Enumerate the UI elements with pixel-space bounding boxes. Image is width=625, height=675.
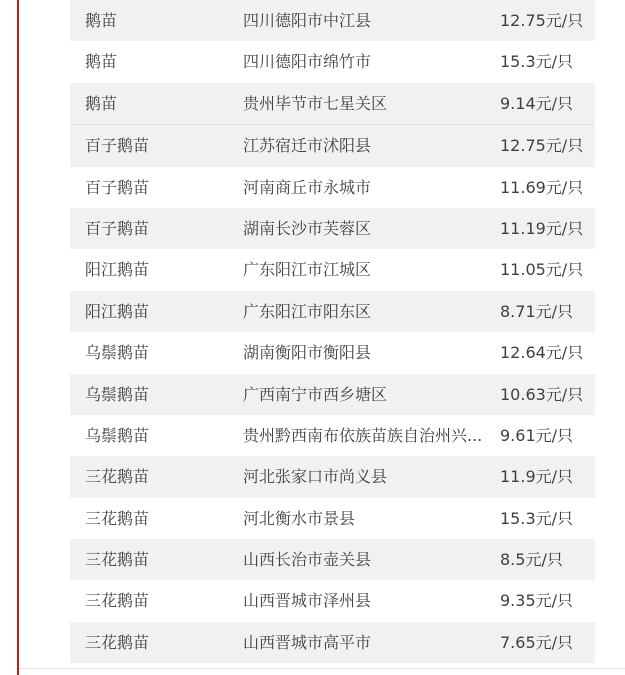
price-table-row — [70, 83, 595, 124]
price-cell: 9.14元/只 — [500, 93, 574, 113]
breed-cell: 百子鹅苗 — [85, 136, 150, 156]
price-cell: 12.75元/只 — [500, 11, 584, 30]
region-cell: 山西晋城市高平市 — [243, 632, 372, 652]
breed-cell: 阳江鹅苗 — [85, 260, 150, 280]
breed-cell: 三花鹅苗 — [85, 467, 150, 487]
price-table-row — [70, 167, 595, 208]
region-cell: 湖南长沙市芙蓉区 — [243, 218, 372, 238]
breed-cell: 鹅苗 — [85, 52, 118, 72]
region-cell: 四川德阳市中江县 — [243, 11, 372, 30]
price-table-row — [70, 332, 595, 373]
price-cell: 15.3元/只 — [500, 52, 574, 72]
price-table-row — [70, 374, 595, 415]
goose-price-table — [70, 0, 595, 663]
region-cell: 河北张家口市尚义县 — [243, 467, 388, 487]
breed-cell: 乌鬃鹅苗 — [85, 343, 150, 363]
breed-cell: 三花鹅苗 — [85, 508, 150, 528]
region-cell: 河南商丘市永城市 — [243, 177, 372, 197]
price-cell: 9.61元/只 — [500, 425, 574, 445]
price-cell: 12.75元/只 — [500, 136, 584, 156]
price-cell: 7.65元/只 — [500, 632, 574, 652]
region-cell: 广东阳江市阳东区 — [243, 301, 372, 321]
price-table-row — [70, 41, 595, 82]
price-table-section — [70, 0, 595, 125]
region-cell: 广西南宁市西乡塘区 — [243, 384, 388, 404]
region-cell: 山西长治市壶关县 — [243, 550, 372, 570]
breed-cell: 三花鹅苗 — [85, 632, 150, 652]
price-cell: 8.71元/只 — [500, 301, 574, 321]
price-table-row — [70, 456, 595, 497]
breed-cell: 鹅苗 — [85, 11, 118, 30]
price-table-section — [70, 125, 595, 663]
price-table-row — [70, 498, 595, 539]
price-table-row — [70, 0, 595, 41]
breed-cell: 乌鬃鹅苗 — [85, 384, 150, 404]
price-table-row — [70, 622, 595, 663]
region-cell: 贵州毕节市七星关区 — [243, 93, 388, 113]
price-table-row — [70, 580, 595, 621]
price-cell: 8.5元/只 — [500, 550, 563, 570]
price-cell: 11.69元/只 — [500, 177, 584, 197]
breed-cell: 百子鹅苗 — [85, 177, 150, 197]
breed-cell: 阳江鹅苗 — [85, 301, 150, 321]
price-table-row — [70, 249, 595, 290]
price-table-row — [70, 539, 595, 580]
region-cell: 四川德阳市绵竹市 — [243, 52, 372, 72]
left-accent-border — [17, 0, 19, 675]
breed-cell: 三花鹅苗 — [85, 591, 150, 611]
price-cell: 11.19元/只 — [500, 218, 584, 238]
price-cell: 11.9元/只 — [500, 467, 574, 487]
region-cell: 河北衡水市景县 — [243, 508, 356, 528]
region-cell: 江苏宿迁市沭阳县 — [243, 136, 372, 156]
region-cell: 贵州黔西南布依族苗族自治州兴... — [243, 425, 483, 445]
price-cell: 15.3元/只 — [500, 508, 574, 528]
price-table-row — [70, 291, 595, 332]
region-cell: 山西晋城市泽州县 — [243, 591, 372, 611]
breed-cell: 三花鹅苗 — [85, 550, 150, 570]
bottom-divider — [19, 668, 625, 669]
price-table-row — [70, 125, 595, 166]
price-cell: 9.35元/只 — [500, 591, 574, 611]
price-table-row — [70, 415, 595, 456]
region-cell: 广东阳江市江城区 — [243, 260, 372, 280]
price-cell: 10.63元/只 — [500, 384, 584, 404]
breed-cell: 百子鹅苗 — [85, 218, 150, 238]
price-cell: 12.64元/只 — [500, 343, 584, 363]
price-cell: 11.05元/只 — [500, 260, 584, 280]
price-table-row — [70, 208, 595, 249]
breed-cell: 乌鬃鹅苗 — [85, 425, 150, 445]
region-cell: 湖南衡阳市衡阳县 — [243, 343, 372, 363]
breed-cell: 鹅苗 — [85, 93, 118, 113]
